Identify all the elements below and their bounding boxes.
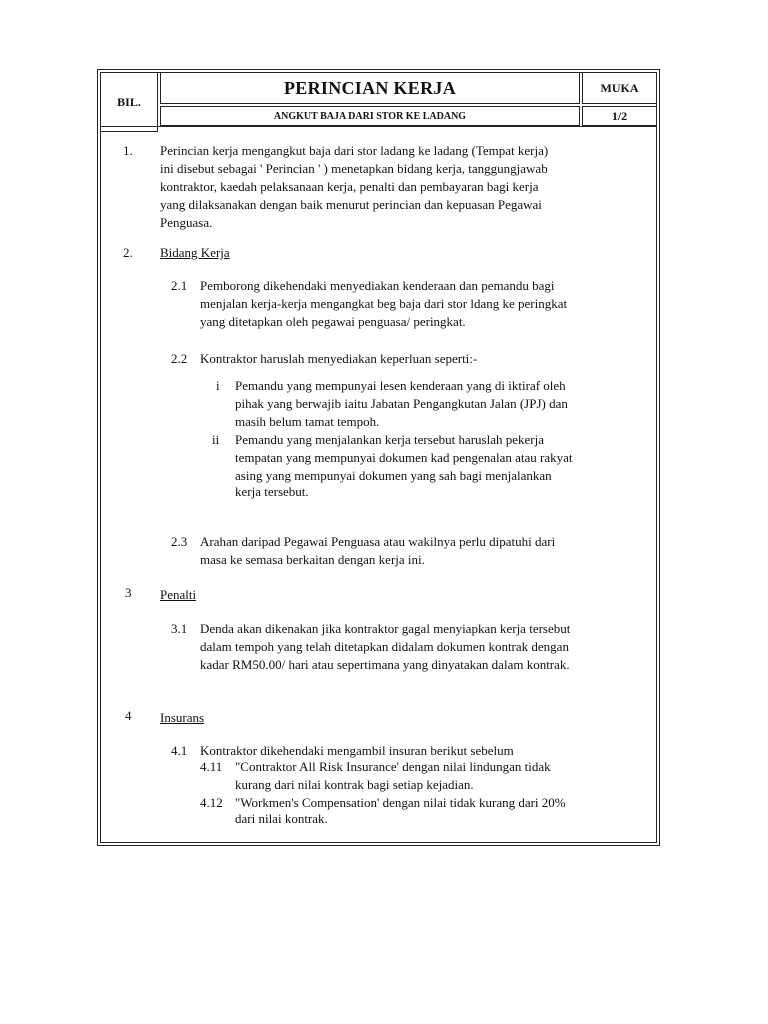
section-3-heading: Penalti xyxy=(160,587,197,602)
title-cell xyxy=(160,72,580,104)
section-4-number: 4 xyxy=(125,708,132,723)
clause-3-1-line: dalam tempoh yang telah ditetapkan didalam dokumen kontrak dengan xyxy=(200,639,569,654)
clause-3-1-line: kadar RM50.00/ hari atau sepertimana yang dinyatakan dalam kontrak. xyxy=(200,657,570,672)
clause-2-3-line: masa ke semasa berkaitan dengan kerja ini. xyxy=(200,552,425,567)
header-divider xyxy=(100,126,657,127)
subtitle-cell xyxy=(160,106,580,126)
bil-label: BIL. xyxy=(117,94,141,109)
page-number-cell xyxy=(582,106,657,126)
clause-2-1-number: 2.1 xyxy=(171,278,188,293)
clause-4-1-number: 4.1 xyxy=(171,743,188,758)
item-i-line: Pemandu yang mempunyai lesen kenderaan yang di iktiraf oleh xyxy=(235,378,566,393)
clause-2-2-number: 2.2 xyxy=(171,351,188,366)
item-ii-line: Pemandu yang menjalankan kerja tersebut haruslah pekerja xyxy=(235,432,544,447)
page-title: PERINCIAN KERJA xyxy=(283,77,456,98)
section-3-number: 3 xyxy=(125,585,132,600)
section-1-line: Perincian kerja mengangkut baja dari stor ladang ke ladang (Tempat kerja) xyxy=(160,143,549,158)
section-1-line: Penguasa. xyxy=(160,215,213,230)
item-ii-number: ii xyxy=(212,432,220,447)
section-1-line: ini disebut sebagai ' Perincian ' ) menetapkan bidang kerja, tanggungjawab xyxy=(160,161,548,176)
clause-2-3-number: 2.3 xyxy=(171,534,188,549)
clause-4-12-line: "Workmen's Compensation' dengan nilai tidak kurang dari 20% xyxy=(235,795,566,810)
item-ii-line: tempatan yang mempunyai dokumen kad pengenalan atau rakyat xyxy=(235,450,573,465)
item-i-line: masih belum tamat tempoh. xyxy=(235,414,380,429)
page-subtitle: ANGKUT BAJA DARI STOR KE LADANG xyxy=(273,110,467,122)
item-ii-line: kerja tersebut. xyxy=(235,484,309,499)
page-number: 1/2 xyxy=(611,108,628,123)
clause-4-11-line: kurang dari nilai kontrak bagi setiap kejadian. xyxy=(235,777,474,792)
clause-4-1-text: Kontraktor dikehendaki mengambil insuran berikut sebelum xyxy=(200,743,514,758)
muka-label: MUKA xyxy=(600,80,639,95)
clause-4-12-line: dari nilai kontrak. xyxy=(235,811,328,826)
item-i-number: i xyxy=(216,378,220,393)
clause-3-1-number: 3.1 xyxy=(171,621,188,636)
clause-4-11-line: "Contraktor All Risk Insurance' dengan nilai lindungan tidak xyxy=(235,759,551,774)
section-1-line: yang dilaksanakan dengan baik menurut perincian dan kepuasan Pegawai xyxy=(160,197,542,212)
clause-2-1-line: yang ditetapkan oleh pegawai penguasa/ peringkat. xyxy=(200,314,466,329)
clause-2-1-line: menjalan kerja-kerja mengangkat beg baja dari stor ldang ke peringkat xyxy=(200,296,568,311)
bil-cell xyxy=(100,72,158,132)
clause-2-3-line: Arahan daripad Pegawai Penguasa atau wakilnya perlu dipatuhi dari xyxy=(200,534,556,549)
clause-3-1-line: Denda akan dikenakan jika kontraktor gagal menyiapkan kerja tersebut xyxy=(200,621,571,636)
section-2-heading: Bidang Kerja xyxy=(160,245,230,260)
clause-2-1-line: Pemborong dikehendaki menyediakan kenderaan dan pemandu bagi xyxy=(200,278,555,293)
item-i-line: pihak yang berwajib iaitu Jabatan Pengangkutan Jalan (JPJ) dan xyxy=(235,396,568,411)
section-2-number: 2. xyxy=(123,245,133,260)
item-ii-line: asing yang mempunyai dokumen yang sah bagi menjalankan xyxy=(235,468,552,483)
clause-4-12-number: 4.12 xyxy=(200,795,223,810)
clause-2-2-text: Kontraktor haruslah menyediakan keperluan seperti:- xyxy=(200,351,478,366)
section-1-line: kontraktor, kaedah pelaksanaan kerja, penalti dan pembayaran bagi kerja xyxy=(160,179,539,194)
section-4-heading: Insurans xyxy=(160,710,205,725)
muka-cell xyxy=(582,72,657,104)
clause-4-11-number: 4.11 xyxy=(200,759,223,774)
section-1-number: 1. xyxy=(123,143,133,158)
